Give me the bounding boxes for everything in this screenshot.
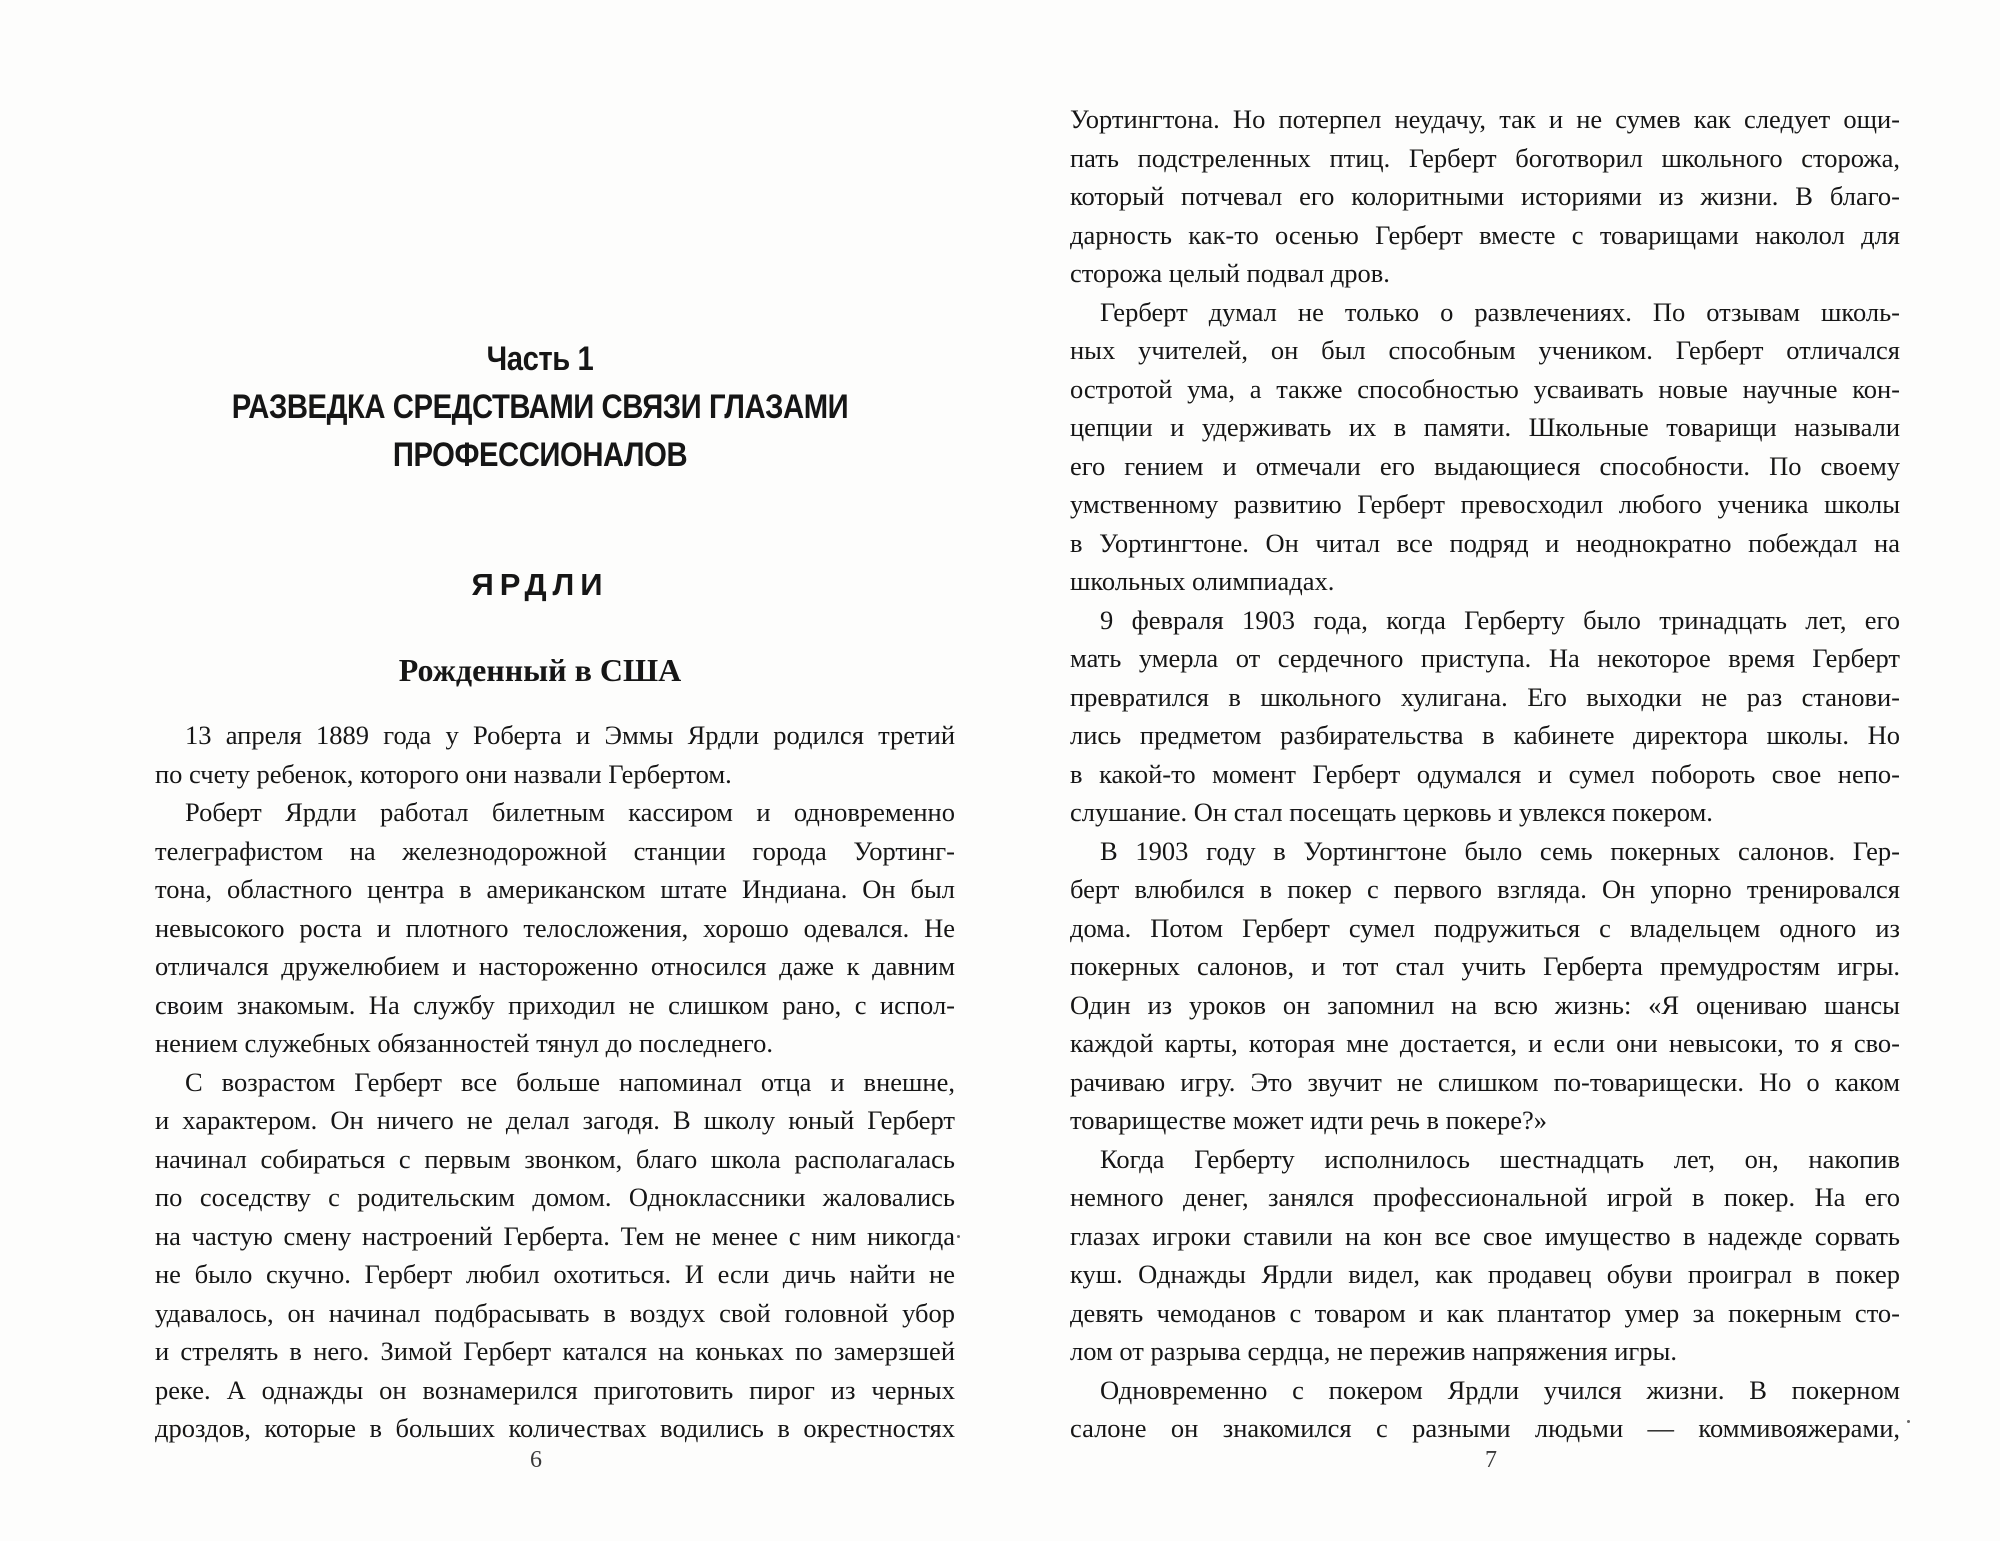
text-line: реке. А однажды он вознамерился приготовить пирог из черных [155, 1374, 955, 1405]
text-line: слушание. Он стал посещать церковь и увлекся покером. [1070, 797, 1713, 827]
text-line: не было скучно. Герберт любил охотиться. И если дичь найти не [155, 1259, 955, 1289]
text-line: Когда Герберту исполнилось шестнадцать лет, он, накопив [1100, 1143, 1900, 1174]
text-line: нением служебных обязанностей тянул до последнего. [155, 1028, 773, 1058]
text-line: начинал собираться с первым звонком, благо школа располагалась [155, 1143, 955, 1174]
text-line: телеграфистом на железнодорожной станции города Уортинг- [155, 835, 955, 866]
part-title-line-2: ПРОФЕССИОНАЛОВ [392, 436, 688, 474]
text-line: удавалось, он начинал подбрасывать в воздух свой головной убор [155, 1297, 955, 1328]
text-line: по счету ребенок, которого они назвали Гербертом. [155, 758, 732, 789]
text-line: Одновременно с покером Ярдли учился жизни. В покерном [1100, 1374, 1900, 1405]
right-page [1000, 0, 2000, 1541]
page-number: 6 [530, 1447, 542, 1473]
text-line: глазах игроки ставили на кон все свое имущество в надежде сорвать [1070, 1220, 1900, 1251]
text-line: С возрастом Герберт все больше напоминал отца и внешне, [185, 1066, 955, 1097]
text-line: школьных олимпиадах. [1070, 566, 1335, 596]
text-line: покерных салонов, и тот стал учить Герберта премудростям игры. [1070, 951, 1900, 981]
text-line: 9 февраля 1903 года, когда Герберту было тринадцать лет, его [1100, 604, 1900, 635]
text-line: своим знакомым. На службу приходил не слишком рано, с испол- [155, 989, 955, 1020]
text-line: невысокого роста и плотного телосложения, хорошо одевался. Не [155, 912, 955, 943]
text-line: остротой ума, а также способностью усваивать новые научные кон- [1070, 373, 1900, 404]
text-line: 13 апреля 1889 года у Роберта и Эммы Ярдли родился третий [185, 720, 955, 750]
text-line: В 1903 году в Уортингтоне было семь покерных салонов. Гер- [1100, 835, 1900, 866]
text-line: на частую смену настроений Герберта. Тем не менее с ним никогда [155, 1220, 955, 1251]
text-line: ных учителей, он был способным учеником. Герберт отличался [1070, 335, 1900, 365]
print-speck [1907, 1420, 1910, 1423]
text-line: и характером. Он ничего не делал загодя. В школу юный Герберт [155, 1105, 955, 1135]
text-line: мать умерла от сердечного приступа. На некоторое время Герберт [1070, 643, 1900, 673]
text-line: дарность как-то осенью Герберт вместе с товарищами наколол для [1070, 219, 1900, 250]
text-line: и стрелять в него. Зимой Герберт катался на коньках по замерзшей [155, 1336, 955, 1366]
text-line: умственному развитию Герберт превосходил любого ученика школы [1070, 489, 1900, 519]
section-title: Рожденный в США [398, 652, 682, 688]
text-line: сторожа целый подвал дров. [1070, 258, 1390, 288]
text-line: рачиваю игру. Это звучит не слишком по-товарищески. Но о каком [1070, 1066, 1900, 1097]
text-line: цепции и удерживать их в памяти. Школьные товарищи называли [1070, 412, 1900, 442]
text-line: немного денег, занялся профессиональной игрой в покер. На его [1070, 1182, 1900, 1212]
text-line: дроздов, которые в больших количествах водились в окрестностях [155, 1413, 955, 1443]
text-line: дома. Потом Герберт сумел подружиться с владельцем одного из [1070, 912, 1900, 943]
text-line: берт влюбился в покер с первого взгляда. Он упорно тренировался [1070, 874, 1900, 904]
chapter-title: ЯРДЛИ [471, 567, 609, 602]
text-line: Уортингтона. Но потерпел неудачу, так и не сумев как следует ощи- [1070, 104, 1900, 134]
page-number: 7 [1485, 1447, 1497, 1473]
print-speck [957, 1235, 960, 1238]
text-line: лом от разрыва сердца, не пережив напряжения игры. [1070, 1336, 1677, 1366]
text-line: салоне он знакомился с разными людьми — коммивояжерами, [1070, 1413, 1900, 1443]
part-heading [179, 335, 901, 479]
text-line: пать подстреленных птиц. Герберт боготворил школьного сторожа, [1070, 142, 1900, 173]
part-label: Часть 1 [486, 340, 594, 378]
left-body-text [155, 716, 955, 1448]
text-line: каждой карты, которая мне достается, и если они невысоки, то я сво- [1070, 1028, 1900, 1058]
text-line: товариществе может идти речь в покере?» [1070, 1105, 1548, 1135]
text-line: в какой-то момент Герберт одумался и сумел побороть свое непо- [1070, 758, 1900, 789]
text-line: девять чемоданов с товаром и как плантатор умер за покерным сто- [1070, 1297, 1900, 1328]
text-line: тона, областного центра в американском штате Индиана. Он был [155, 874, 955, 904]
part-title-line-1: РАЗВЕДКА СРЕДСТВАМИ СВЯЗИ ГЛАЗАМИ [231, 388, 849, 426]
text-line: превратился в школьного хулигана. Его выходки не раз станови- [1070, 681, 1900, 712]
text-line: лись предметом разбирательства в кабинете директора школы. Но [1070, 720, 1900, 750]
text-line: Один из уроков он запомнил на всю жизнь: «Я оцениваю шансы [1070, 989, 1900, 1020]
text-line: отличался дружелюбием и настороженно относился даже к давним [155, 951, 955, 981]
text-line: куш. Однажды Ярдли видел, как продавец обуви проиграл в покер [1070, 1259, 1900, 1289]
text-line: Роберт Ярдли работал билетным кассиром и одновременно [185, 797, 955, 827]
text-line: по соседству с родительским домом. Одноклассники жаловались [155, 1182, 955, 1212]
text-line: его гением и отмечали его выдающиеся способности. По своему [1070, 450, 1900, 481]
text-line: Герберт думал не только о развлечениях. По отзывам школь- [1100, 296, 1900, 327]
text-line: который потчевал его колоритными историями из жизни. В благо- [1070, 181, 1900, 211]
right-body-text [1070, 100, 1900, 1448]
text-line: в Уортингтоне. Он читал все подряд и неоднократно побеждал на [1070, 527, 1900, 558]
